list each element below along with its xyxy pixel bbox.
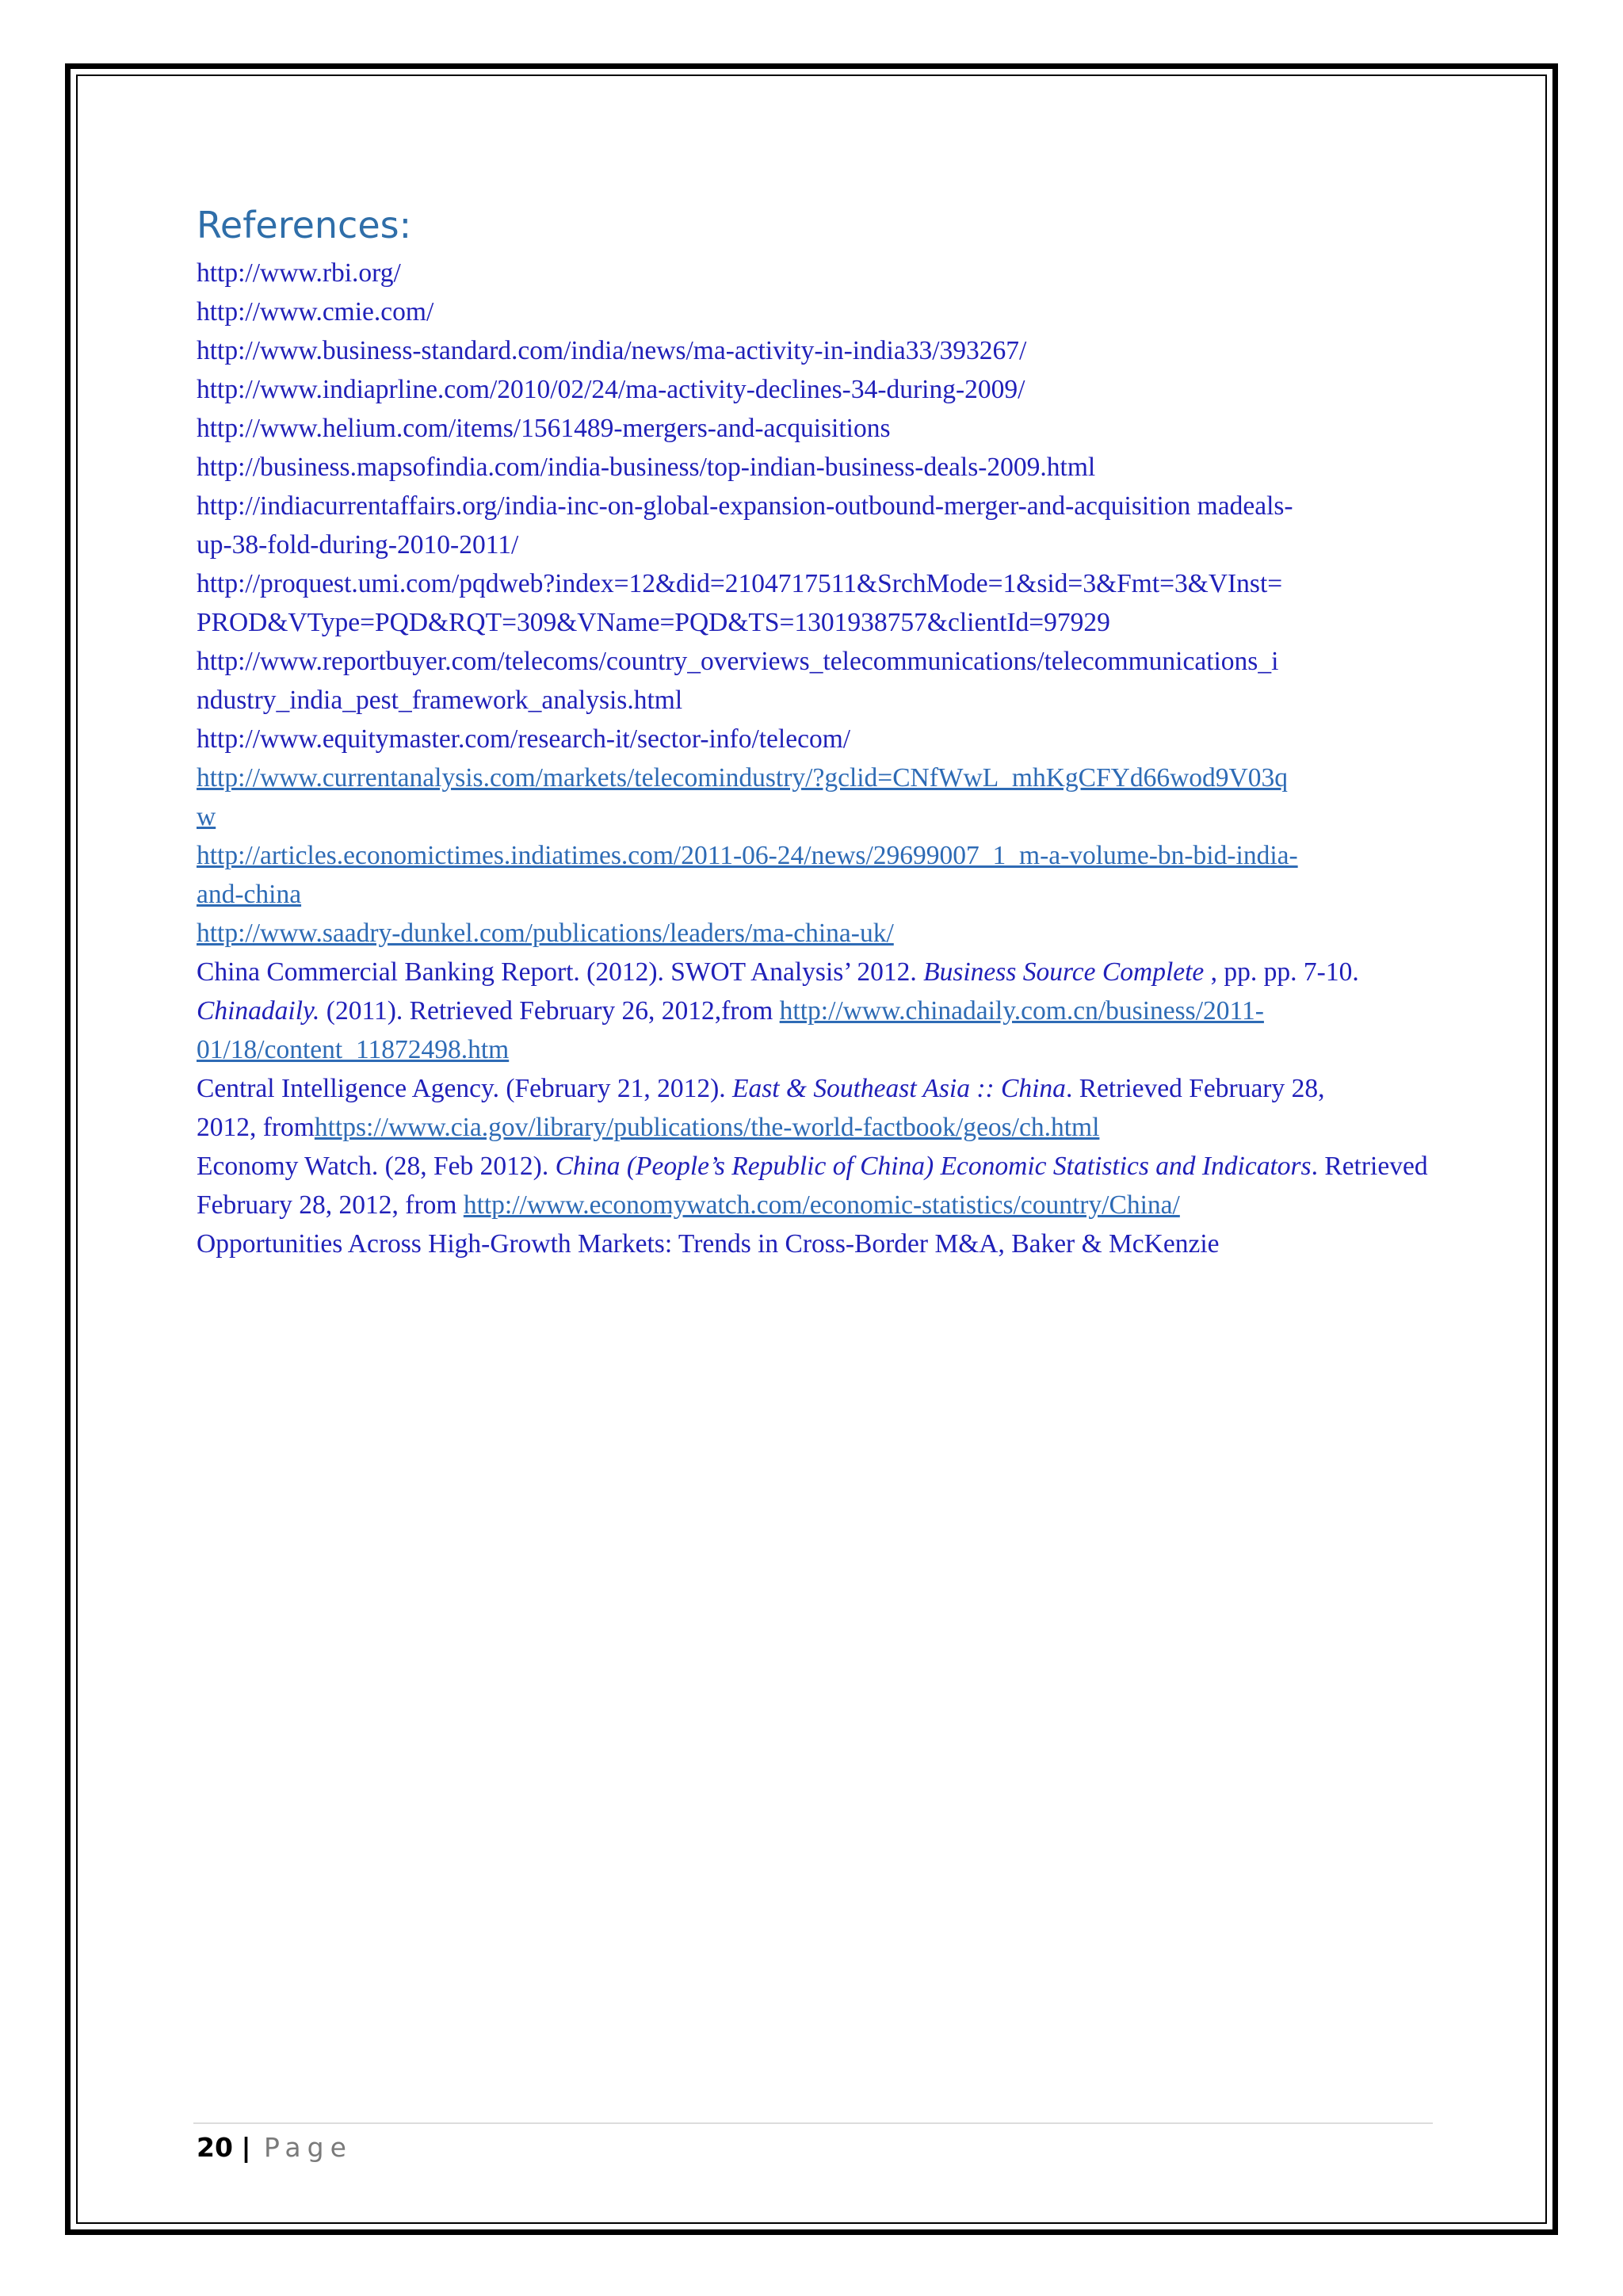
reference-text: China Commercial Banking Report. (2012). SWOT Analysis’ 2012. — [197, 957, 924, 987]
reference-item — [197, 1147, 1430, 1186]
reference-text: . Retrieved — [1311, 1152, 1428, 1181]
reference-item: http://www.reportbuyer.com/telecoms/country_overviews_telecommunications/telecommunications_i — [197, 647, 1279, 676]
footer-divider — [193, 2122, 1433, 2124]
reference-link[interactable]: 01/18/content_11872498.htm — [197, 1035, 510, 1064]
references-heading: References: — [197, 204, 412, 246]
reference-text: 2012, from — [197, 1113, 315, 1142]
reference-link[interactable]: and-china — [197, 880, 302, 909]
reference-item — [197, 953, 1430, 991]
reference-item: http://www.cmie.com/ — [197, 297, 434, 327]
reference-link[interactable]: http://www.currentanalysis.com/markets/telecomindustry/?gclid=CNfWwL_mhKgCFYd66wod9V03q — [197, 763, 1288, 793]
reference-item-continued: ndustry_india_pest_framework_analysis.html — [197, 686, 683, 715]
reference-text: Central Intelligence Agency. (February 21, 2012). — [197, 1074, 732, 1103]
reference-text: Economy Watch. (28, Feb 2012). — [197, 1152, 556, 1181]
reference-item — [197, 914, 1430, 953]
reference-item — [197, 991, 1430, 1030]
reference-item: http://www.helium.com/items/1561489-mergers-and-acquisitions — [197, 414, 891, 443]
reference-item-continued — [197, 797, 1430, 836]
reference-item-continued — [197, 1030, 1430, 1069]
reference-item-continued — [197, 1108, 1430, 1147]
reference-item — [197, 836, 1430, 875]
reference-item — [197, 758, 1430, 797]
footer-separator: | — [241, 2132, 251, 2163]
reference-item — [197, 1069, 1430, 1108]
reference-link[interactable]: http://www.chinadaily.com.cn/business/2011- — [779, 996, 1264, 1026]
reference-link[interactable]: http://www.saadry-dunkel.com/publications/leaders/ma-china-uk/ — [197, 919, 894, 948]
reference-source-title: East & Southeast Asia :: China — [732, 1074, 1066, 1103]
reference-item: http://business.mapsofindia.com/india-business/top-indian-business-deals-2009.html — [197, 453, 1096, 482]
reference-text: , pp. pp. 7-10. — [1204, 957, 1359, 987]
reference-source-title: Business Source Complete — [923, 957, 1205, 987]
reference-link[interactable]: http://articles.economictimes.indiatimes.com/2011-06-24/news/29699007_1_m-a-volume-bn-bid-india- — [197, 841, 1298, 870]
page-number: 20 — [197, 2132, 233, 2163]
reference-link[interactable]: http://www.economywatch.com/economic-statistics/country/China/ — [463, 1190, 1180, 1220]
reference-item: Opportunities Across High-Growth Markets: Trends in Cross-Border M&A, Baker & McKenzie — [197, 1229, 1220, 1259]
reference-source-title: Chinadaily. — [197, 996, 320, 1026]
reference-source-title: China (People’s Republic of China) Economic Statistics and Indicators — [555, 1152, 1312, 1181]
reference-item: http://indiacurrentaffairs.org/india-inc-on-global-expansion-outbound-merger-and-acquisition madeals- — [197, 491, 1293, 521]
reference-text: February 28, 2012, from — [197, 1190, 464, 1220]
reference-item: http://www.indiaprline.com/2010/02/24/ma-activity-declines-34-during-2009/ — [197, 375, 1025, 404]
page-label: Page — [264, 2132, 353, 2163]
reference-link[interactable]: w — [197, 802, 216, 831]
references-list — [197, 254, 1430, 1263]
reference-text: . Retrieved February 28, — [1065, 1074, 1325, 1103]
reference-item: http://www.equitymaster.com/research-it/sector-info/telecom/ — [197, 724, 851, 754]
reference-link[interactable]: https://www.cia.gov/library/publications/the-world-factbook/geos/ch.html — [314, 1113, 1100, 1142]
reference-item: http://www.rbi.org/ — [197, 258, 401, 288]
reference-item-continued: up-38-fold-during-2010-2011/ — [197, 530, 519, 560]
reference-item: http://proquest.umi.com/pqdweb?index=12&did=2104717511&SrchMode=1&sid=3&Fmt=3&VInst= — [197, 569, 1283, 598]
reference-item-continued — [197, 1186, 1430, 1224]
reference-item-continued: PROD&VType=PQD&RQT=309&VName=PQD&TS=1301938757&clientId=97929 — [197, 608, 1110, 637]
reference-item: http://www.business-standard.com/india/news/ma-activity-in-india33/393267/ — [197, 336, 1027, 365]
page-footer — [197, 2128, 353, 2168]
reference-text: (2011). Retrieved February 26, 2012,from — [319, 996, 780, 1026]
reference-item-continued — [197, 875, 1430, 914]
